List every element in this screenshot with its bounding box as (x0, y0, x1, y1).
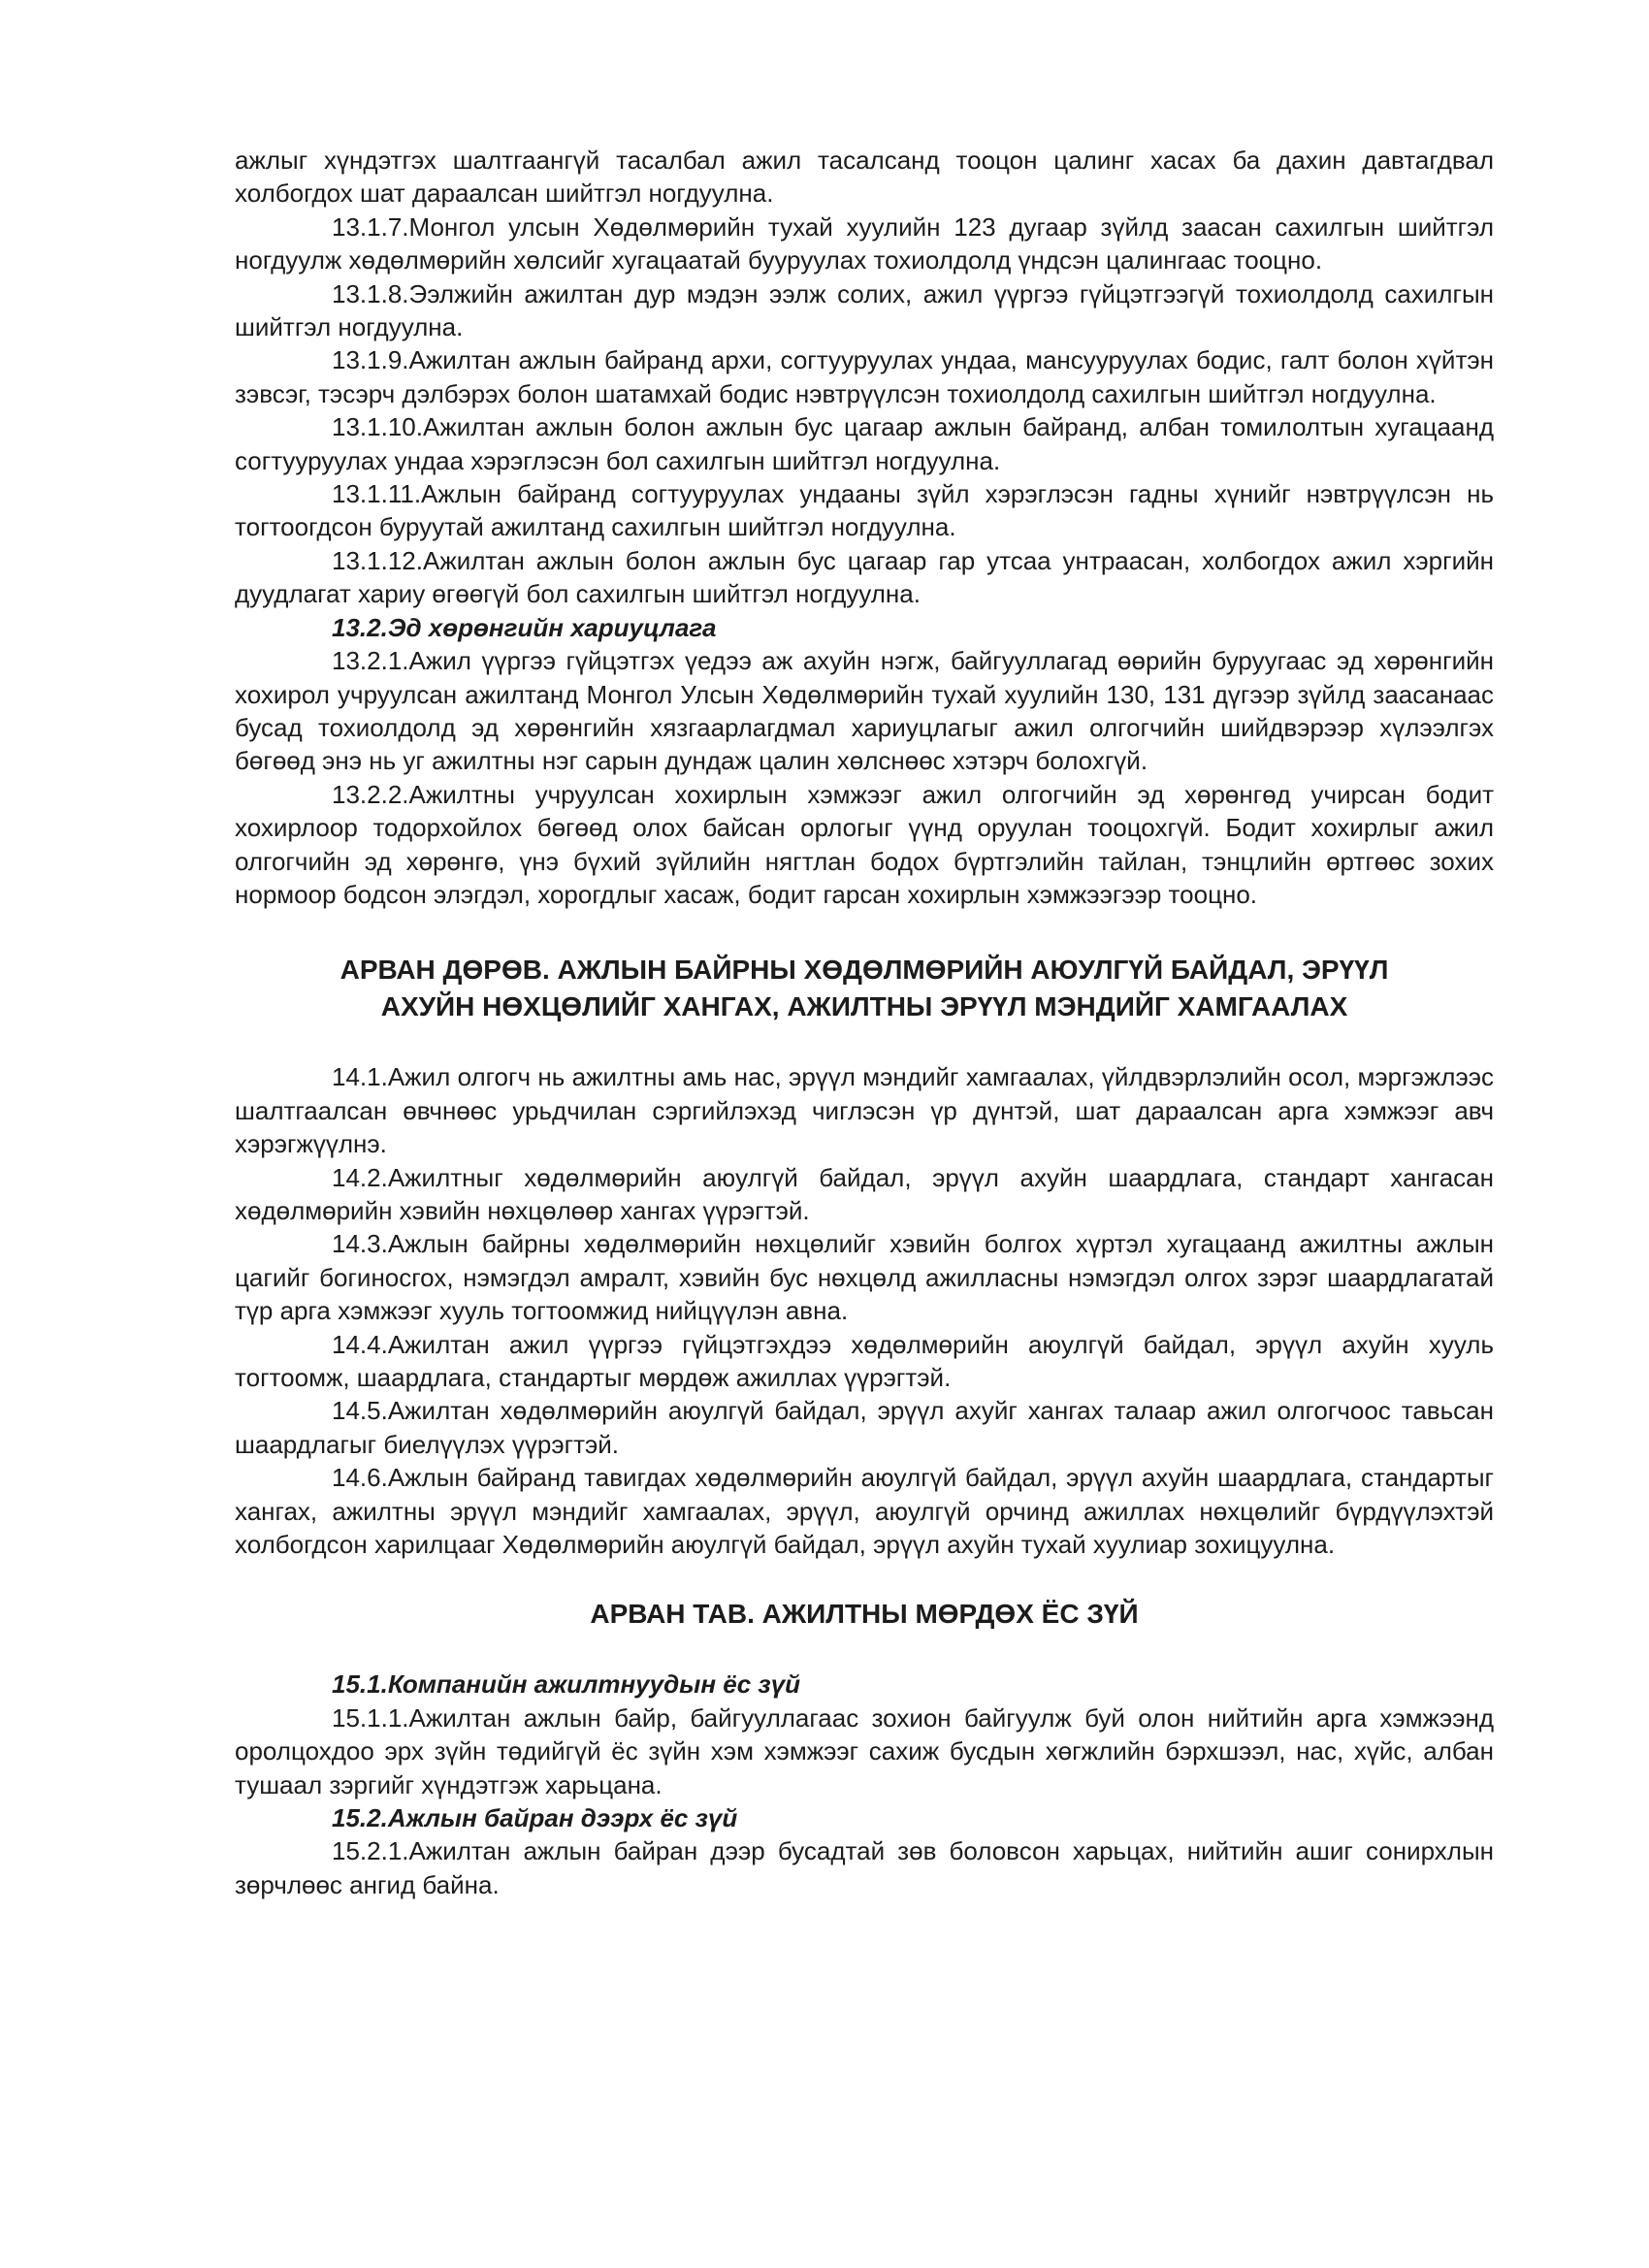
section-heading-14-line-1: АРВАН ДӨРӨВ. АЖЛЫН БАЙРНЫ ХӨДӨЛМӨРИЙН АЮУЛГҮЙ БАЙДАЛ, ЭРҮҮЛ (340, 955, 1389, 986)
section-heading-15-title: АРВАН ТАВ. АЖИЛТНЫ МӨРДӨХ ЁС ЗҮЙ (590, 1599, 1139, 1630)
paragraph-13-1-7: 13.1.7.Монгол улсын Хөдөлмөрийн тухай хуулийн 123 дугаар зүйлд заасан сахилгын шийтгэл ногдуулж хөдөлмөрийн хөлсийг хугацаатай бууруулах тохиолдолд үндсэн цалингаас тооцно. (235, 211, 1494, 275)
paragraph-13-1-6-continuation: ажлыг хүндэтгэх шалтгаангүй тасалбал ажил тасалсанд тооцон цалинг хасах ба дахин давтагдвал холбогдох шат дараалсан шийтгэл ногдуулна. (235, 146, 1494, 209)
paragraph-13-1-11: 13.1.11.Ажлын байранд согтууруулах ундааны зүйл хэрэглэсэн гадны хүнийг нэвтрүүлсэн нь тогтоогдсон буруутай ажилтанд сахилгын шийтгэл ногдуулна. (235, 479, 1494, 542)
document-page (235, 144, 1494, 1901)
paragraph-14-1: 14.1.Ажил олгогч нь ажилтны амь нас, эрүүл мэндийг хамгаалах, үйлдвэрлэлийн осол, мэргэжлээс шалтгаалсан өвчнөөс урьдчилан сэргийлэхэд чиглэсэн үр дүнтэй, шат дараалсан арга хэмжээг авч хэрэгжүүлнэ. (235, 1062, 1494, 1159)
paragraph-13-1-12: 13.1.12.Ажилтан ажлын болон ажлын бус цагаар гар утсаа унтраасан, холбогдох ажил хэргийн дуудлагат хариу өгөөгүй бол сахилгын шийтгэл ногдуулна. (235, 545, 1494, 609)
paragraph-13-1-8: 13.1.8.Ээлжийн ажилтан дур мэдэн ээлж солих, ажил үүргээ гүйцэтгээгүй тохиолдолд сахилгын шийтгэл ногдуулна. (235, 278, 1494, 342)
paragraph-14-4: 14.4.Ажилтан ажил үүргээ гүйцэтгэхдээ хөдөлмөрийн аюулгүй байдал, эрүүл ахуйн хууль тогтоомж, шаардлага, стандартыг мөрдөж ажиллах үүрэгтэй. (235, 1329, 1494, 1392)
section-heading-14 (235, 952, 1494, 1025)
paragraph-14-2: 14.2.Ажилтныг хөдөлмөрийн аюулгүй байдал, эрүүл ахуйн шаардлага, стандарт хангасан хөдөлмөрийн хэвийн нөхцөлөөр хангах үүрэгтэй. (235, 1162, 1494, 1225)
section-heading-14-line-2: АХУЙН НӨХЦӨЛИЙГ ХАНГАХ, АЖИЛТНЫ ЭРҮҮЛ МЭНДИЙГ ХАМГААЛАХ (380, 991, 1348, 1022)
paragraph-15-1-1: 15.1.1.Ажилтан ажлын байр, байгууллагаас зохион байгуулж буй олон нийтийн арга хэмжээнд оролцохдоо эрх зүйн төдийгүй ёс зүйн хэм хэмжээг сахиж бусдын хөгжлийн бэрхшээл, нас, хүйс, албан тушаал зэргийг хүндэтгэж харьцана. (235, 1702, 1494, 1799)
paragraph-14-6: 14.6.Ажлын байранд тавигдах хөдөлмөрийн аюулгүй байдал, эрүүл ахуйн шаардлага, стандартыг хангах, ажилтны эрүүл мэндийг хамгаалах, эрүүл, аюулгүй орчинд ажиллах нөхцөлийг бүрдүүлэхтэй холбогдсон харилцааг Хөдөлмөрийн аюулгүй байдал, эрүүл ахуйн тухай хуулиар зохицуулна. (235, 1463, 1494, 1560)
paragraph-14-5: 14.5.Ажилтан хөдөлмөрийн аюулгүй байдал, эрүүл ахуйг хангах талаар ажил олгогчоос тавьсан шаардлагыг биелүүлэх үүрэгтэй. (235, 1396, 1494, 1459)
subheading-15-2: 15.2.Ажлын байран дээрх ёс зүй (332, 1803, 738, 1833)
paragraph-13-2-2: 13.2.2.Ажилтны учруулсан хохирлын хэмжээг ажил олгогчийн эд хөрөнгөд учирсан бодит хохирлоор тодорхойлох бөгөөд олох байсан орлогыг үүнд оруулан тооцохгүй. Бодит хохирлыг ажил олгогчийн эд хөрөнгө, үнэ бүхий зүйлийн нягтлан бодох бүртгэлийн тайлан, тэнцлийн өртгөөс зохих нормоор бодсон элэгдэл, хорогдлыг хасаж, бодит гарсан хохирлын хэмжээгээр тооцно. (235, 779, 1494, 909)
paragraph-15-2-1: 15.2.1.Ажилтан ажлын байран дээр бусадтай зөв боловсон харьцах, нийтийн ашиг сонирхлын зөрчлөөс ангид байна. (235, 1836, 1494, 1899)
subheading-13-2: 13.2.Эд хөрөнгийн хариуцлага (332, 612, 717, 642)
paragraph-13-2-1: 13.2.1.Ажил үүргээ гүйцэтгэх үедээ аж ахуйн нэгж, байгууллагад өөрийн буруугаас эд хөрөнгийн хохирол учруулсан ажилтанд Монгол Улсын Хөдөлмөрийн тухай хуулийн 130, 131 дүгээр зүйлд заасанаас бусад тохиолдолд эд хөрөнгийн хязгаарлагдмал хариуцлагыг ажил олгогчийн шийдвэрээр хүлээлгэх бөгөөд энэ нь уг ажилтны нэг сарын дундаж цалин хөлснөөс хэтэрч болохгүй. (235, 646, 1494, 776)
paragraph-13-1-9: 13.1.9.Ажилтан ажлын байранд архи, согтууруулах ундаа, мансууруулах бодис, галт болон хүйтэн зэвсэг, тэсэрч дэлбэрэх болон шатамхай бодис нэвтрүүлсэн тохиолдолд сахилгын шийтгэл ногдуулна. (235, 345, 1494, 408)
subheading-15-1: 15.1.Компанийн ажилтнуудын ёс зүй (332, 1669, 801, 1700)
section-heading-15 (235, 1596, 1494, 1633)
paragraph-14-3: 14.3.Ажлын байрны хөдөлмөрийн нөхцөлийг хэвийн болгох хүртэл хугацаанд ажилтны ажлын цагийг богиносгох, нэмэгдэл амралт, хэвийн бус нөхцөлд ажилласны нэмэгдэл олгох зэрэг шаардлагатай түр арга хэмжээг хууль тогтоомжид нийцүүлэн авна. (235, 1229, 1494, 1326)
paragraph-13-1-10: 13.1.10.Ажилтан ажлын болон ажлын бус цагаар ажлын байранд, албан томилолтын хугацаанд согтууруулах ундаа хэрэглэсэн бол сахилгын шийтгэл ногдуулна. (235, 412, 1494, 475)
